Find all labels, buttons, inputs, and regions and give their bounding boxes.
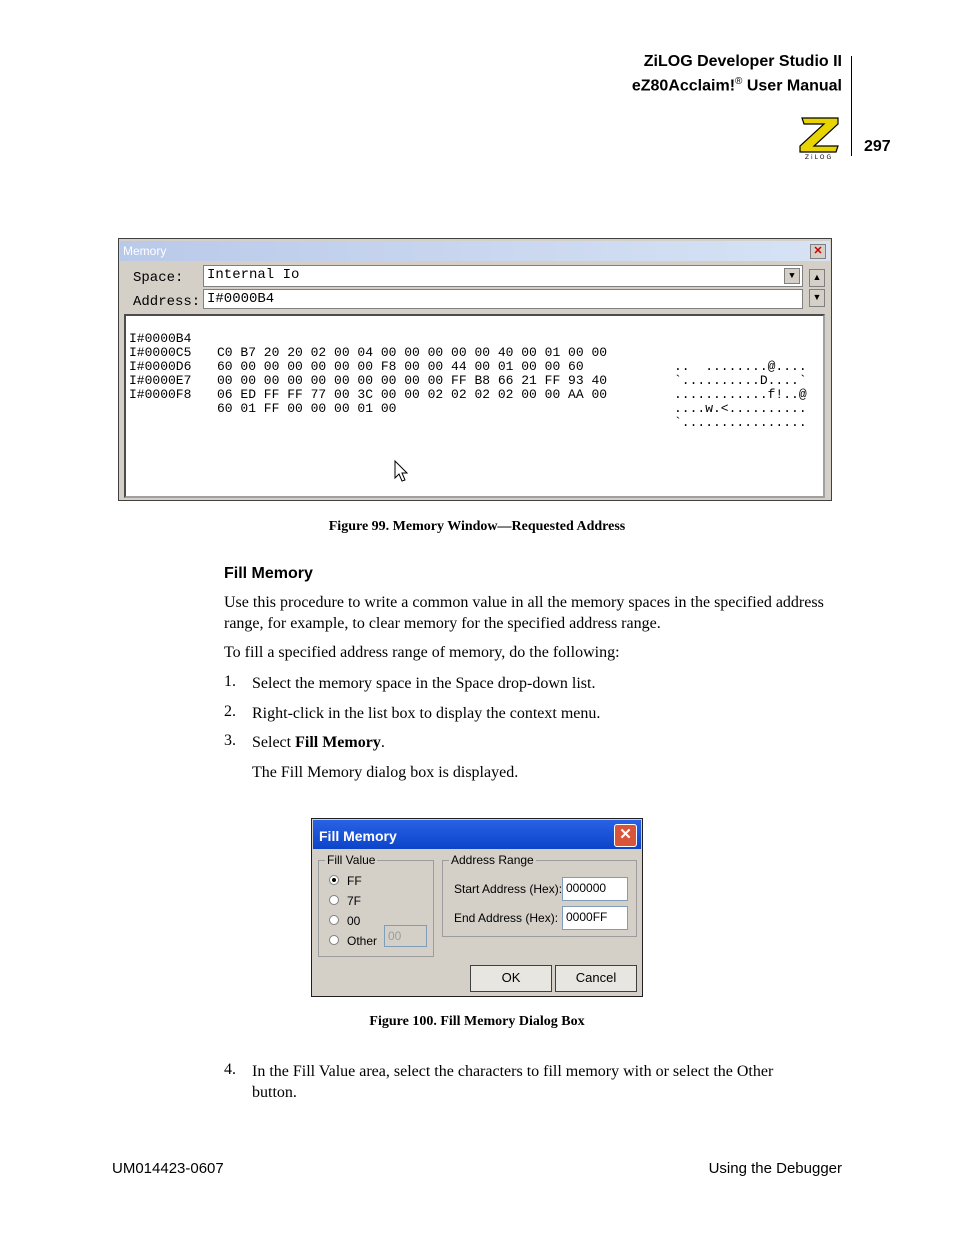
memory-window — [118, 238, 832, 501]
row-ascii: `................ — [674, 415, 807, 430]
header-manual: User Manual — [742, 77, 842, 95]
row-address: I#0000F8 — [129, 387, 192, 402]
scroll-down-icon[interactable]: ▼ — [809, 289, 825, 307]
radio-other-label: Other — [347, 934, 378, 948]
end-address-input[interactable]: 0000FF — [562, 906, 628, 930]
header-title-line1: ZiLOG Developer Studio II — [643, 53, 842, 70]
radio-ff[interactable] — [329, 875, 339, 885]
figure-99-caption: Figure 99. Memory Window—Requested Address — [328, 519, 626, 534]
step-text: In the Fill Value area, select the characters to fill memory with or select the Other button. — [252, 1063, 774, 1101]
radio-00[interactable] — [329, 915, 339, 925]
row-address: I#0000C5 — [129, 345, 192, 360]
document-header — [632, 52, 842, 96]
footer-doc-id: UM014423-0607 — [112, 1160, 224, 1177]
step-text: Select the memory space in the Space drop-down list. — [252, 675, 596, 692]
radio-00-label: 00 — [347, 914, 361, 928]
close-icon[interactable]: ✕ — [614, 824, 637, 847]
paragraph-intro: Use this procedure to write a common value in all the memory spaces in the specified address range, for example, to clear memory for the specified address range. — [224, 594, 824, 632]
step-text — [252, 732, 822, 753]
radio-other[interactable] — [329, 935, 339, 945]
row-hex: 00 00 00 00 00 00 00 00 00 00 FF B8 66 21 FF 93 40 — [217, 373, 608, 388]
dialog-titlebar — [313, 820, 641, 849]
paragraph-instructions: To fill a specified address range of memory, do the following: — [224, 644, 620, 661]
address-value: I#0000B4 — [207, 291, 275, 307]
step-note: The Fill Memory dialog box is displayed. — [252, 764, 519, 781]
footer-section: Using the Debugger — [708, 1160, 842, 1177]
step-text: Right-click in the list box to display the context menu. — [252, 705, 601, 722]
address-input[interactable] — [203, 289, 803, 309]
radio-7f[interactable] — [329, 895, 339, 905]
zilog-logo — [796, 114, 842, 160]
row-address: I#0000E7 — [129, 373, 192, 388]
start-address-label: Start Address (Hex): — [454, 882, 563, 896]
row-address: I#0000D6 — [129, 359, 192, 374]
other-value-input[interactable]: 00 — [384, 925, 427, 947]
step-number: 2. — [224, 703, 236, 720]
row-hex: 06 ED FF FF 77 00 3C 00 00 02 02 02 02 00 00 AA 00 — [217, 387, 608, 402]
space-label: Space: — [133, 270, 184, 286]
step-number: 3. — [224, 732, 236, 749]
logo-wordmark: ZiLOG — [804, 154, 834, 160]
row-hex: 60 00 00 00 00 00 00 F8 00 00 44 00 01 00 00 60 — [217, 359, 584, 374]
end-address-label: End Address (Hex): — [454, 911, 559, 925]
fill-memory-dialog — [311, 818, 643, 997]
step-text-bold: Fill Memory — [295, 734, 381, 751]
radio-7f-label: 7F — [347, 894, 362, 908]
step-number: 4. — [224, 1061, 236, 1078]
chevron-down-icon[interactable]: ▼ — [784, 268, 800, 284]
address-label: Address: — [133, 294, 201, 310]
ok-button[interactable]: OK — [470, 965, 552, 992]
row-address: I#0000B4 — [129, 331, 192, 346]
cancel-button[interactable]: Cancel — [555, 965, 637, 992]
section-heading: Fill Memory — [224, 565, 313, 582]
start-address-input[interactable]: 000000 — [562, 877, 628, 901]
address-range-label: Address Range — [451, 853, 534, 867]
memory-window-titlebar — [120, 241, 830, 261]
space-value: Internal Io — [207, 267, 300, 283]
mouse-cursor-icon — [394, 460, 410, 484]
page-number: 297 — [864, 138, 891, 155]
row-hex: 60 01 FF 00 00 00 01 00 — [217, 401, 397, 416]
memory-rows — [129, 318, 807, 430]
registered-mark: ® — [735, 76, 743, 87]
header-product: eZ80Acclaim! — [631, 77, 736, 95]
row-ascii: `..........D....` — [674, 373, 807, 388]
step-number: 1. — [224, 673, 236, 690]
space-dropdown[interactable] — [203, 265, 803, 287]
dialog-title: Fill Memory — [319, 828, 397, 844]
close-icon[interactable]: ✕ — [810, 244, 826, 259]
memory-list-box[interactable] — [124, 314, 825, 498]
header-title-line2 — [632, 72, 842, 96]
figure-100-caption: Figure 100. Fill Memory Dialog Box — [369, 1014, 585, 1029]
row-ascii: .. ........@.... — [674, 359, 807, 374]
step-text-post: . — [380, 734, 385, 751]
step-text-pre: Select — [252, 734, 296, 751]
row-ascii: ....w.<.......... — [674, 401, 807, 416]
fill-value-label: Fill Value — [327, 853, 376, 867]
memory-window-title: Memory — [123, 244, 167, 258]
row-hex: C0 B7 20 20 02 00 04 00 00 00 00 00 40 00 01 00 00 — [217, 345, 608, 360]
row-ascii: ............f!..@ — [674, 387, 807, 402]
scroll-up-icon[interactable]: ▲ — [809, 269, 825, 287]
radio-ff-label: FF — [347, 874, 362, 888]
header-rule — [851, 56, 852, 156]
